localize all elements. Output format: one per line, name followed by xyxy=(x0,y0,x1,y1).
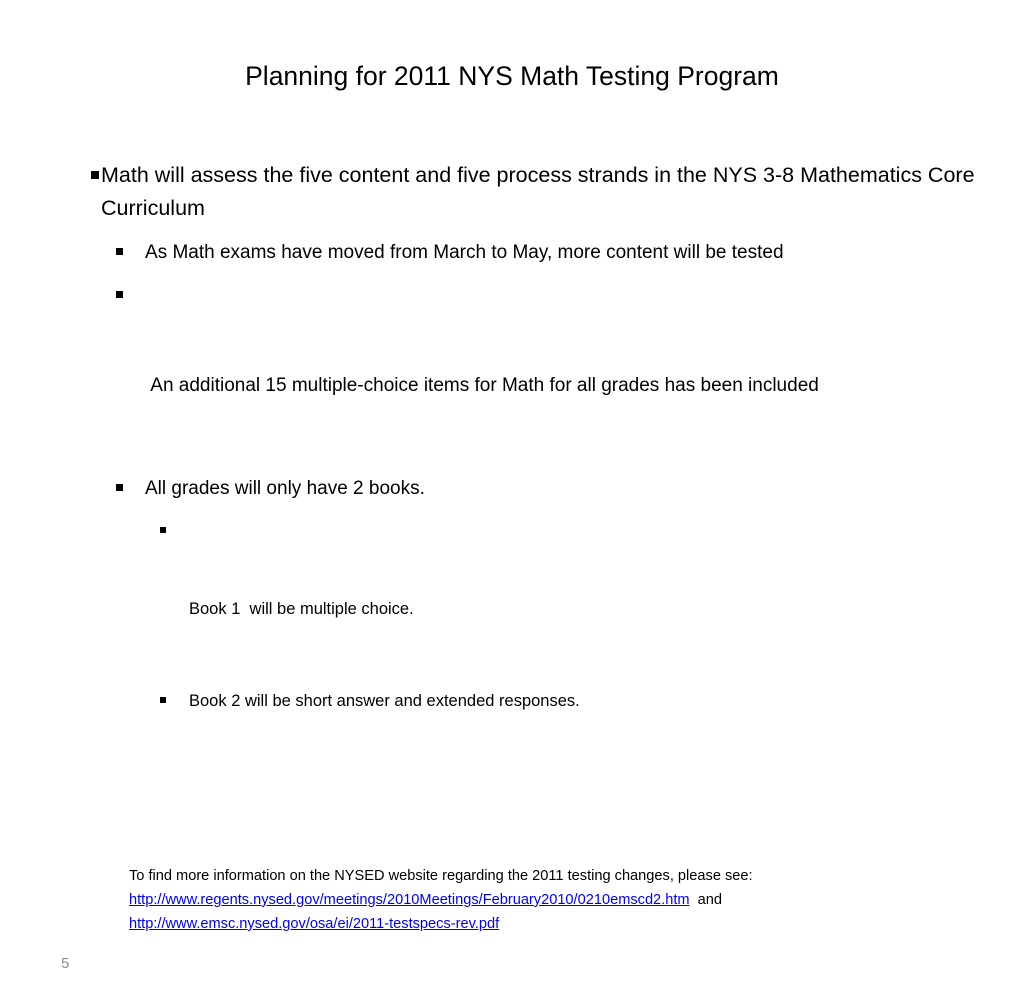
page-number: 5 xyxy=(61,955,70,972)
nysed-testspecs-link[interactable]: http://www.emsc.nysed.gov/osa/ei/2011-testspecs-rev.pdf xyxy=(129,916,500,932)
footer-and: and xyxy=(697,892,723,908)
bullet-item xyxy=(189,518,949,674)
bullet-text: All grades will only have 2 books. xyxy=(145,478,425,499)
slide-title: Planning for 2011 NYS Math Testing Program xyxy=(245,61,779,91)
square-bullet-icon xyxy=(91,171,99,179)
footer-note xyxy=(129,864,1009,936)
bullet-text: Book 2 will be short answer and extended responses. xyxy=(189,692,580,710)
bullet-text: Book 1 will be multiple choice. xyxy=(189,600,414,618)
nysed-regents-link[interactable]: http://www.regents.nysed.gov/meetings/2010Meetings/February2010/0210emscd2.htm xyxy=(129,892,690,908)
bullet-item xyxy=(145,474,965,504)
bullet-item xyxy=(101,159,981,225)
footer-intro: To find more information on the NYSED website regarding the 2011 testing changes, please see: xyxy=(129,868,753,884)
bullet-text: An additional 15 multiple-choice items for Math for all grades has been included xyxy=(145,375,819,396)
square-bullet-icon xyxy=(116,484,123,491)
square-bullet-icon xyxy=(116,291,123,298)
slide-body xyxy=(0,159,1024,714)
bullet-item xyxy=(145,238,965,268)
bullet-item xyxy=(189,688,949,714)
bullet-item xyxy=(145,281,905,461)
square-bullet-icon xyxy=(116,248,123,255)
bullet-text: Math will assess the five content and five process strands in the NYS 3-8 Mathematics Core Curriculum xyxy=(101,163,975,220)
bullet-text: As Math exams have moved from March to May, more content will be tested xyxy=(145,242,784,263)
square-bullet-icon xyxy=(160,527,166,533)
square-bullet-icon xyxy=(160,697,166,703)
